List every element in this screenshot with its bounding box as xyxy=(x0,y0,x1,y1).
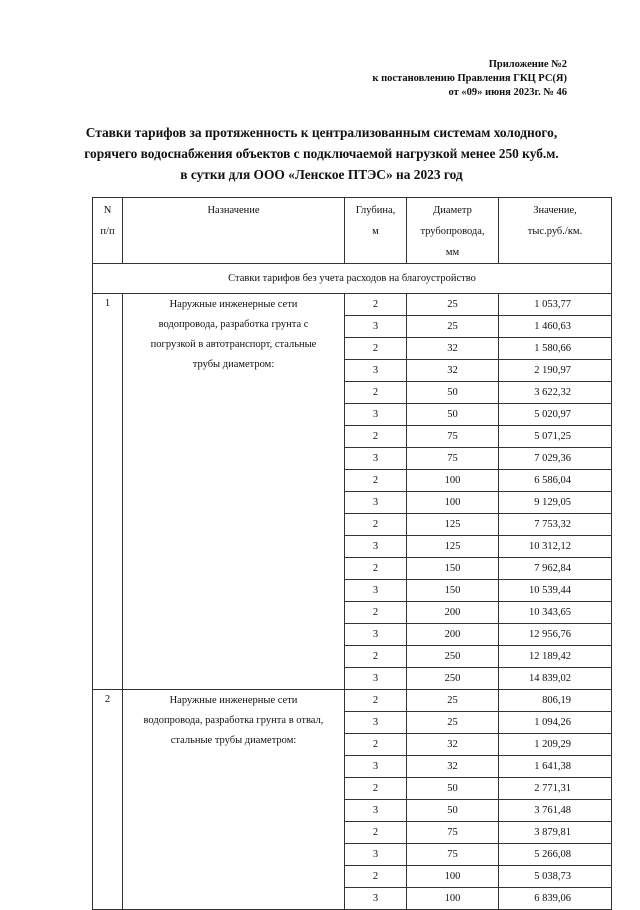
table-body xyxy=(93,264,612,910)
value-cell: 1 460,63 xyxy=(499,316,612,338)
header-diameter: Диаметр трубопровода, мм xyxy=(407,198,499,264)
header-purpose: Назначение xyxy=(123,198,345,264)
value-cell: 7 962,84 xyxy=(499,558,612,580)
value-cell: 3 879,81 xyxy=(499,822,612,844)
diameter-cell: 150 xyxy=(407,580,499,602)
group-purpose xyxy=(123,294,345,690)
diameter-cell: 50 xyxy=(407,800,499,822)
tariff-table xyxy=(92,197,612,910)
depth-cell: 2 xyxy=(345,822,407,844)
value-cell: 6 586,04 xyxy=(499,470,612,492)
value-cell: 2 771,31 xyxy=(499,778,612,800)
depth-cell: 3 xyxy=(345,844,407,866)
diameter-cell: 100 xyxy=(407,492,499,514)
depth-cell: 2 xyxy=(345,426,407,448)
diameter-cell: 250 xyxy=(407,668,499,690)
value-cell: 1 209,29 xyxy=(499,734,612,756)
value-cell: 14 839,02 xyxy=(499,668,612,690)
group-purpose xyxy=(123,690,345,910)
header-num: N п/п xyxy=(93,198,123,264)
depth-cell: 3 xyxy=(345,624,407,646)
value-cell: 5 038,73 xyxy=(499,866,612,888)
appendix-note xyxy=(372,58,567,100)
value-cell: 10 539,44 xyxy=(499,580,612,602)
value-cell: 6 839,06 xyxy=(499,888,612,910)
purpose-line: трубы диаметром: xyxy=(192,359,275,370)
header-depth: Глубина, м xyxy=(345,198,407,264)
value-cell: 1 053,77 xyxy=(499,294,612,316)
depth-cell: 3 xyxy=(345,668,407,690)
depth-cell: 2 xyxy=(345,778,407,800)
depth-cell: 2 xyxy=(345,734,407,756)
depth-cell: 3 xyxy=(345,448,407,470)
depth-cell: 2 xyxy=(345,866,407,888)
depth-cell: 2 xyxy=(345,602,407,624)
diameter-cell: 25 xyxy=(407,690,499,712)
depth-cell: 2 xyxy=(345,338,407,360)
depth-cell: 2 xyxy=(345,470,407,492)
diameter-cell: 75 xyxy=(407,426,499,448)
value-cell: 12 956,76 xyxy=(499,624,612,646)
depth-cell: 3 xyxy=(345,712,407,734)
group-number: 1 xyxy=(93,294,123,690)
value-cell: 3 761,48 xyxy=(499,800,612,822)
section-row xyxy=(93,264,612,294)
value-cell: 2 190,97 xyxy=(499,360,612,382)
depth-cell: 2 xyxy=(345,690,407,712)
diameter-cell: 200 xyxy=(407,602,499,624)
diameter-cell: 50 xyxy=(407,778,499,800)
appendix-line-2: к постановлению Правления ГКЦ РС(Я) xyxy=(372,73,567,84)
diameter-cell: 32 xyxy=(407,338,499,360)
purpose-line: водопровода, разработка грунта с xyxy=(158,319,309,330)
diameter-cell: 75 xyxy=(407,822,499,844)
depth-cell: 3 xyxy=(345,360,407,382)
appendix-line-3: от «09» июня 2023г. № 46 xyxy=(448,87,567,98)
title-line-2: горячего водоснабжения объектов с подключаемой нагрузкой менее 250 куб.м. xyxy=(84,146,559,161)
purpose-line: стальные трубы диаметром: xyxy=(170,735,297,746)
depth-cell: 3 xyxy=(345,316,407,338)
header-row xyxy=(93,198,612,264)
purpose-line: Наружные инженерные сети xyxy=(169,695,298,706)
diameter-cell: 125 xyxy=(407,536,499,558)
diameter-cell: 50 xyxy=(407,382,499,404)
diameter-cell: 75 xyxy=(407,844,499,866)
diameter-cell: 100 xyxy=(407,470,499,492)
document-title xyxy=(60,122,583,185)
depth-cell: 2 xyxy=(345,382,407,404)
value-cell: 10 312,12 xyxy=(499,536,612,558)
diameter-cell: 25 xyxy=(407,316,499,338)
diameter-cell: 125 xyxy=(407,514,499,536)
value-cell: 12 189,42 xyxy=(499,646,612,668)
value-cell: 5 266,08 xyxy=(499,844,612,866)
title-line-3: в сутки для ООО «Ленское ПТЭС» на 2023 год xyxy=(180,167,463,182)
depth-cell: 2 xyxy=(345,558,407,580)
appendix-line-1: Приложение №2 xyxy=(488,59,567,70)
depth-cell: 3 xyxy=(345,756,407,778)
value-cell: 3 622,32 xyxy=(499,382,612,404)
value-cell: 10 343,65 xyxy=(499,602,612,624)
value-cell: 1 094,26 xyxy=(499,712,612,734)
diameter-cell: 32 xyxy=(407,734,499,756)
group-number: 2 xyxy=(93,690,123,910)
value-cell: 5 020,97 xyxy=(499,404,612,426)
diameter-cell: 100 xyxy=(407,888,499,910)
depth-cell: 2 xyxy=(345,646,407,668)
diameter-cell: 32 xyxy=(407,756,499,778)
diameter-cell: 100 xyxy=(407,866,499,888)
diameter-cell: 250 xyxy=(407,646,499,668)
diameter-cell: 50 xyxy=(407,404,499,426)
value-cell: 7 753,32 xyxy=(499,514,612,536)
value-cell: 1 641,38 xyxy=(499,756,612,778)
table-row xyxy=(93,690,612,712)
diameter-cell: 32 xyxy=(407,360,499,382)
depth-cell: 3 xyxy=(345,492,407,514)
header-value: Значение, тыс.руб./км. xyxy=(499,198,612,264)
value-cell: 5 071,25 xyxy=(499,426,612,448)
value-cell: 7 029,36 xyxy=(499,448,612,470)
depth-cell: 3 xyxy=(345,580,407,602)
purpose-line: водопровода, разработка грунта в отвал, xyxy=(143,715,324,726)
diameter-cell: 150 xyxy=(407,558,499,580)
diameter-cell: 25 xyxy=(407,712,499,734)
depth-cell: 2 xyxy=(345,294,407,316)
section-title: Ставки тарифов без учета расходов на благоустройство xyxy=(93,264,612,294)
diameter-cell: 25 xyxy=(407,294,499,316)
table-row xyxy=(93,294,612,316)
depth-cell: 2 xyxy=(345,514,407,536)
depth-cell: 3 xyxy=(345,888,407,910)
purpose-line: Наружные инженерные сети xyxy=(169,299,298,310)
depth-cell: 3 xyxy=(345,536,407,558)
depth-cell: 3 xyxy=(345,800,407,822)
purpose-line: погрузкой в автотранспорт, стальные xyxy=(150,339,317,350)
diameter-cell: 75 xyxy=(407,448,499,470)
table-header xyxy=(93,198,612,264)
title-line-1: Ставки тарифов за протяженность к централизованным системам холодного, xyxy=(85,125,558,140)
value-cell: 1 580,66 xyxy=(499,338,612,360)
value-cell: 9 129,05 xyxy=(499,492,612,514)
value-cell: 806,19 xyxy=(499,690,612,712)
diameter-cell: 200 xyxy=(407,624,499,646)
depth-cell: 3 xyxy=(345,404,407,426)
